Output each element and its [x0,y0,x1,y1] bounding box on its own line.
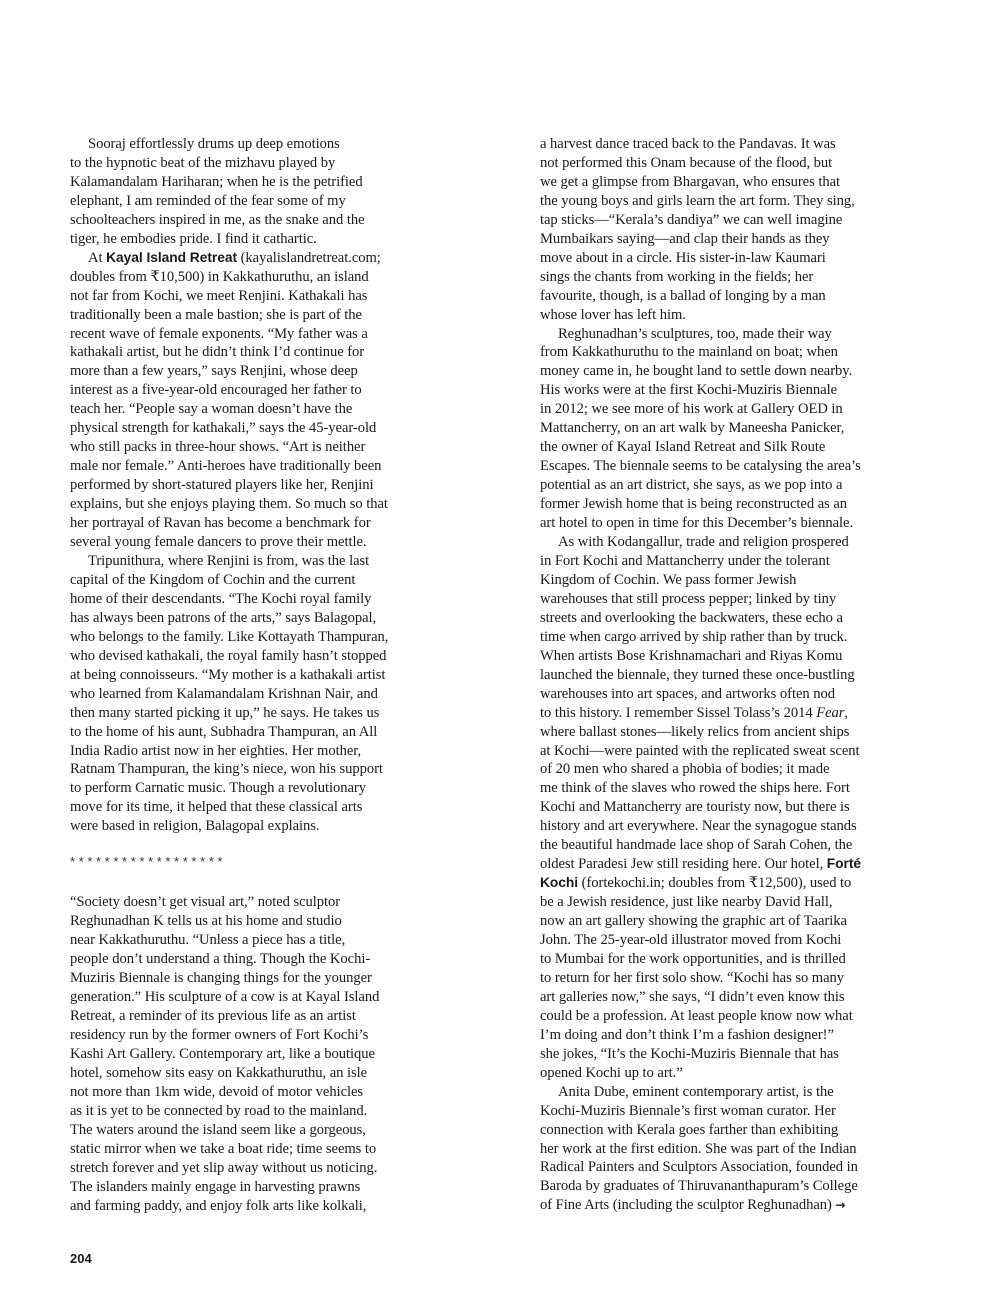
hotel-name-forte: Forté [826,856,862,872]
text-line: time when cargo arrived by ship rather than by truck. [540,628,848,645]
text-line: not more than 1km wide, devoid of motor vehicles [70,1083,364,1100]
continue-arrow-icon: → [835,1198,846,1213]
hotel-name-kochi: Kochi [540,875,579,891]
paragraph-kayal-island [70,249,442,552]
text-line [540,855,912,874]
text-line: schoolteachers inspired in me, as the snake and the [70,211,365,228]
text-line: opened Kochi up to art.” [540,1064,683,1081]
text-line: were based in religion, Balagopal explains. [70,818,320,835]
text-line: warehouses that still process pepper; linked by tiny [540,590,837,607]
paragraph-visual-art [70,893,442,1215]
text-line: tap sticks—“Kerala’s dandiya” we can well imagine [540,211,843,228]
text-line: John. The 25-year-old illustrator moved from Kochi [540,932,842,949]
text-run: (fortekochi.in; doubles from ₹12,500), used to [578,875,852,892]
text-line: recent wave of female exponents. “My father was a [70,325,368,342]
text-line: and farming paddy, and enjoy folk arts like kolkali, [70,1197,367,1214]
text-line: Kochi and Mattancherry are touristy now, but there is [540,799,850,816]
text-line: Mumbaikars saying—and clap their hands as they [540,230,830,247]
text-line: move for its time, it helped that these classical arts [70,799,363,816]
text-line: her work at the first edition. She was part of the Indian [540,1140,857,1157]
text-line: Kingdom of Cochin. We pass former Jewish [540,571,797,588]
text-line: in Fort Kochi and Mattancherry under the tolerant [540,552,830,569]
section-separator: * * * * * * * * * * * * * * * * * * [70,854,223,870]
text-line: who devised kathakali, the royal family hasn’t stopped [70,647,387,664]
text-line: has always been patrons of the arts,” says Balagopal, [70,609,377,626]
text-line: “Society doesn’t get visual art,” noted sculptor [70,894,341,911]
text-line: a harvest dance traced back to the Pandavas. It was [540,136,836,152]
text-line: where ballast stones—likely relics from ancient ships [540,723,850,740]
hotel-name-kayal-island-retreat: Kayal Island Retreat [106,249,237,265]
text-line [540,874,912,893]
text-run: (kayalislandretreat.com; [237,249,381,266]
text-line: streets and overlooking the backwaters, these echo a [540,609,843,626]
text-run: of Fine Arts (including the sculptor Reghunadhan) [540,1197,836,1214]
text-line [540,1196,912,1215]
text-line: Radical Painters and Sculptors Association, founded in [540,1159,858,1176]
text-line: who still packs in three-hour shows. “Art is neither [70,439,366,456]
text-line: at being connoisseurs. “My mother is a kathakali artist [70,666,386,683]
text-line: more than a few years,” says Renjini, whose deep [70,363,358,380]
text-line: static mirror when we take a boat ride; time seems to [70,1140,377,1157]
text-line: Baroda by graduates of Thiruvananthapuram’s College [540,1178,858,1195]
text-line: Ratnam Thampuran, the king’s niece, won his support [70,761,383,778]
text-line: Mattancherry, on an art walk by Maneesha Panicker, [540,420,845,437]
text-line: near Kakkathuruthu. “Unless a piece has a title, [70,932,346,949]
text-line: not far from Kochi, we meet Renjini. Kathakali has [70,287,368,304]
text-line: generation.” His sculpture of a cow is at Kayal Island [70,989,380,1006]
text-line: to the home of his aunt, Subhadra Thampuran, an All [70,723,378,740]
text-line: her portrayal of Ravan has become a benchmark for [70,515,371,532]
text-line: teach her. “People say a woman doesn’t have the [70,401,353,418]
text-line: now an art gallery showing the graphic art of Taarika [540,913,847,930]
text-line: art hotel to open in time for this December’s biennale. [540,515,854,532]
text-line: connection with Kerala goes farther than exhibiting [540,1121,839,1138]
text-line: money came in, he bought land to settle down nearby. [540,363,853,380]
text-line: who learned from Kalamandalam Krishnan Nair, and [70,685,378,702]
paragraph-tripunithura [70,552,442,836]
text-line: Anita Dube, eminent contemporary artist, is the [558,1083,834,1100]
text-line: of 20 men who shared a phobia of bodies; it made [540,761,830,778]
text-line: Kochi-Muziris Biennale’s first woman curator. Her [540,1102,836,1119]
text-line: Muziris Biennale is changing things for the younger [70,970,372,987]
text-line: elephant, I am reminded of the fear some of my [70,192,346,209]
text-line: I’m doing and don’t think I’m a fashion designer!” [540,1026,834,1043]
text-line: male nor female.” Anti-heroes have traditionally been [70,458,382,475]
text-line: from Kakkathuruthu to the mainland on boat; when [540,344,838,361]
text-line: explains, but she enjoys playing them. So much so that [70,496,388,513]
text-line: as it is yet to be connected by road to the mainland. [70,1102,368,1119]
text-line: Reghunadhan’s sculptures, too, made their way [558,325,832,342]
text-line: Escapes. The biennale seems to be catalysing the area’s [540,458,861,475]
text-run: At [88,249,107,266]
text-line: home of their descendants. “The Kochi royal family [70,590,372,607]
text-line: to the hypnotic beat of the mizhavu played by [70,154,336,171]
right-column [540,135,912,1215]
text-line: Reghunadhan K tells us at his home and studio [70,913,342,930]
text-line: tiger, he embodies pride. I find it cathartic. [70,230,317,247]
text-line: As with Kodangallur, trade and religion prospered [558,534,849,551]
text-line: The waters around the island seem like a gorgeous, [70,1121,366,1138]
text-run: to this history. I remember Sissel Tolass’s 2014 [540,704,817,721]
text-line: she jokes, “It’s the Kochi-Muziris Biennale that has [540,1045,839,1062]
text-line: launched the biennale, they turned these once-bustling [540,666,855,683]
paragraph-drums [70,135,442,249]
text-line: be a Jewish residence, just like nearby David Hall, [540,894,833,911]
text-line: Kalamandalam Hariharan; when he is the petrified [70,173,363,190]
text-line: then many started picking it up,” he says. He takes us [70,704,380,721]
paragraph-fort-kochi [540,533,912,1083]
text-line: in 2012; we see more of his work at Gallery OED in [540,401,843,418]
text-line: several young female dancers to prove their mettle. [70,534,367,551]
text-line [540,704,912,723]
text-line: performed by short-statured players like her, Renjini [70,477,374,494]
text-line: to return for her first solo show. “Kochi has so many [540,969,845,986]
text-line: at Kochi—were painted with the replicated sweat scent [540,742,860,759]
text-line: When artists Bose Krishnamachari and Riyas Komu [540,647,843,664]
text-line: the beautiful handmade lace shop of Sarah Cohen, the [540,837,853,854]
text-line: people don’t understand a thing. Though the Kochi- [70,951,371,968]
text-line: sings the chants from working in the fields; her [540,268,814,285]
text-line: move about in a circle. His sister-in-law Kaumari [540,249,826,266]
page-number: 204 [70,1251,92,1266]
text-line: traditionally been a male bastion; she is part of the [70,306,362,323]
text-line: interest as a five-year-old encouraged her father to [70,382,362,399]
text-line: residency run by the former owners of Fort Kochi’s [70,1026,369,1043]
paragraph-anita-dube [540,1083,912,1216]
text-line: we get a glimpse from Bhargavan, who ensures that [540,173,841,190]
text-line: former Jewish home that is being reconstructed as an [540,496,848,513]
text-line: the young boys and girls learn the art form. They sing, [540,192,855,209]
text-line: the owner of Kayal Island Retreat and Silk Route [540,439,826,456]
text-line: The islanders mainly engage in harvesting prawns [70,1178,361,1195]
text-line: who belongs to the family. Like Kottayath Thampuran, [70,628,389,645]
text-line: history and art everywhere. Near the synagogue stands [540,818,857,835]
text-line: doubles from ₹10,500) in Kakkathuruthu, an island [70,268,369,285]
text-line: potential as an art district, she says, as we pop into a [540,477,843,494]
text-line [70,249,442,268]
left-column [70,135,442,1215]
text-line: Tripunithura, where Renjini is from, was the last [88,552,370,569]
text-line: kathakali artist, but he didn’t think I’d continue for [70,344,365,361]
text-line: warehouses into art spaces, and artworks often nod [540,685,835,702]
text-line: could be a profession. At least people know now what [540,1007,853,1024]
paragraph-reghunadhan-sculptures [540,325,912,533]
text-line: Retreat, a reminder of its previous life as an artist [70,1007,356,1024]
text-line: Sooraj effortlessly drums up deep emotions [88,136,340,152]
text-line: to Mumbai for the work opportunities, and is thrilled [540,950,846,967]
text-line: capital of the Kingdom of Cochin and the current [70,571,356,588]
text-line: His works were at the first Kochi-Muziris Biennale [540,382,838,399]
text-run: oldest Paradesi Jew still residing here. Our hotel, [540,856,827,873]
text-line: Kashi Art Gallery. Contemporary art, like a boutique [70,1045,375,1062]
text-line: to perform Carnatic music. Though a revolutionary [70,780,366,797]
text-line: India Radio artist now in her eighties. Her mother, [70,742,362,759]
text-line: whose lover has left him. [540,306,686,323]
text-run: , [844,704,849,721]
text-line: hotel, somehow sits easy on Kakkathuruthu, an isle [70,1064,368,1081]
text-line: physical strength for kathakali,” says the 45-year-old [70,420,377,437]
text-line: stretch forever and yet slip away without us noticing. [70,1159,378,1176]
artwork-title-fear: Fear [816,704,845,721]
text-line: art galleries now,” she says, “I didn’t even know this [540,988,845,1005]
text-line: me think of the slaves who rowed the ships here. Fort [540,780,850,797]
paragraph-kolkali [540,135,912,325]
text-line: favourite, though, is a ballad of longing by a man [540,287,826,304]
text-line: not performed this Onam because of the flood, but [540,154,833,171]
